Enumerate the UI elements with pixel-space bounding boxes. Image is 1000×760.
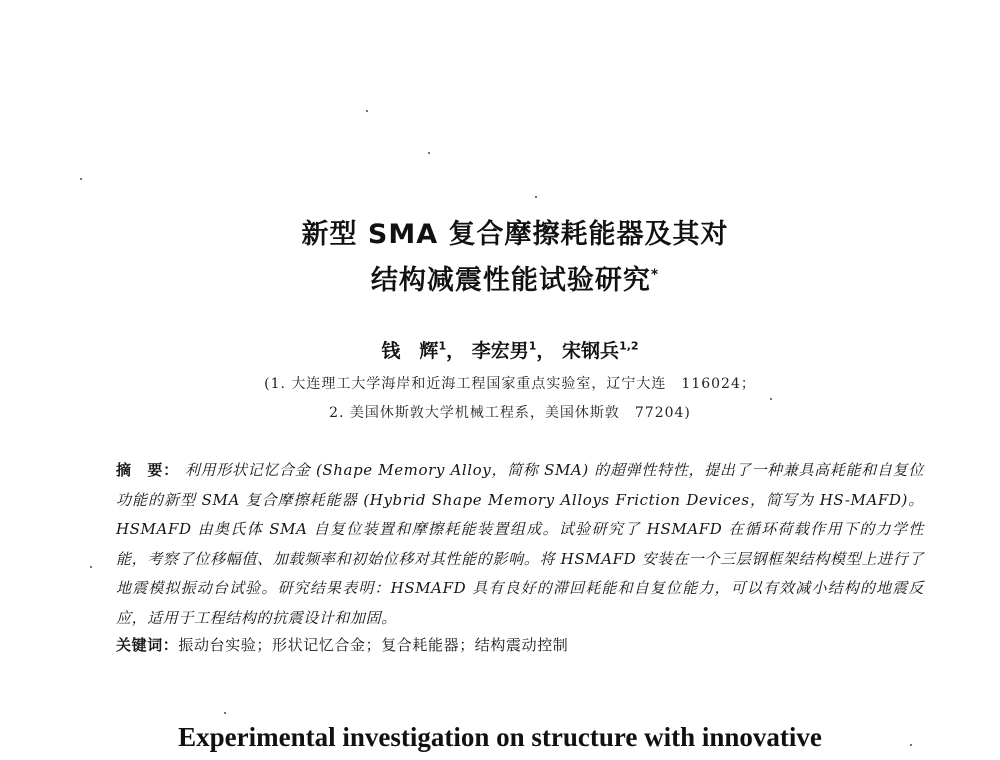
keywords-label: 关键词：	[116, 636, 179, 654]
chinese-title-line1: 新型 SMA 复合摩擦耗能器及其对	[301, 219, 729, 250]
author-affil-sup: 1	[438, 339, 447, 353]
scan-speck	[80, 178, 82, 180]
scan-speck	[770, 398, 772, 400]
scan-speck	[366, 110, 368, 112]
author-separator: ，	[446, 340, 466, 362]
author-name: 李宏男	[471, 340, 529, 362]
chinese-title-line2: 结构减震性能试验研究*	[370, 265, 660, 296]
scan-speck	[224, 712, 226, 714]
author-affil-sup: 1	[528, 339, 537, 353]
scan-speck	[90, 566, 92, 568]
keywords	[116, 634, 924, 655]
english-title-line1: Experimental investigation on structure with innovative	[178, 722, 822, 752]
scan-speck	[535, 196, 537, 198]
keywords-text: 振动台实验；形状记忆合金；复合耗能器；结构震动控制	[178, 636, 569, 654]
author-name: 钱 辉	[381, 340, 439, 362]
author-name: 宋钢兵	[562, 340, 620, 362]
author-separator: ，	[536, 340, 556, 362]
affiliation-line1: (1. 大连理工大学海岸和近海工程国家重点实验室，辽宁大连 116024；	[264, 376, 756, 392]
footnote-star: *	[650, 267, 660, 283]
author-affil-sup: 1,2	[619, 339, 639, 353]
affiliation-line2: 2. 美国休斯敦大学机械工程系，美国休斯敦 77204)	[329, 405, 691, 421]
abstract-text: 利用形状记忆合金 (Shape Memory Alloy，简称 SMA) 的超弹性特性，提出了一种兼具高耗能和自复位功能的新型 SMA 复合摩擦耗能器 (Hybrid Shape Memory Alloys Friction Devices，简写为 HS-MAFD)。HSMAFD 由奥氏体 SMA 自复位装置和摩擦耗能装置组成。试验研究了 HSMAFD 在循环荷载作用下的力学性能，考察了位移幅值、加载频率和初始位移对其性能的影响。将 HSMAFD 安装在一个三层钢框架结构模型上进行了地震模拟振动台试验。研究结果表明：HSMAFD 具有良好的滞回耗能和自复位能力，可以有效减小结构的地震反应，适用于工程结构的抗震设计和加固。	[116, 461, 924, 627]
abstract-label: 摘 要：	[116, 461, 179, 479]
abstract	[116, 456, 924, 633]
scan-speck	[428, 152, 430, 154]
author-list	[10, 336, 1000, 363]
